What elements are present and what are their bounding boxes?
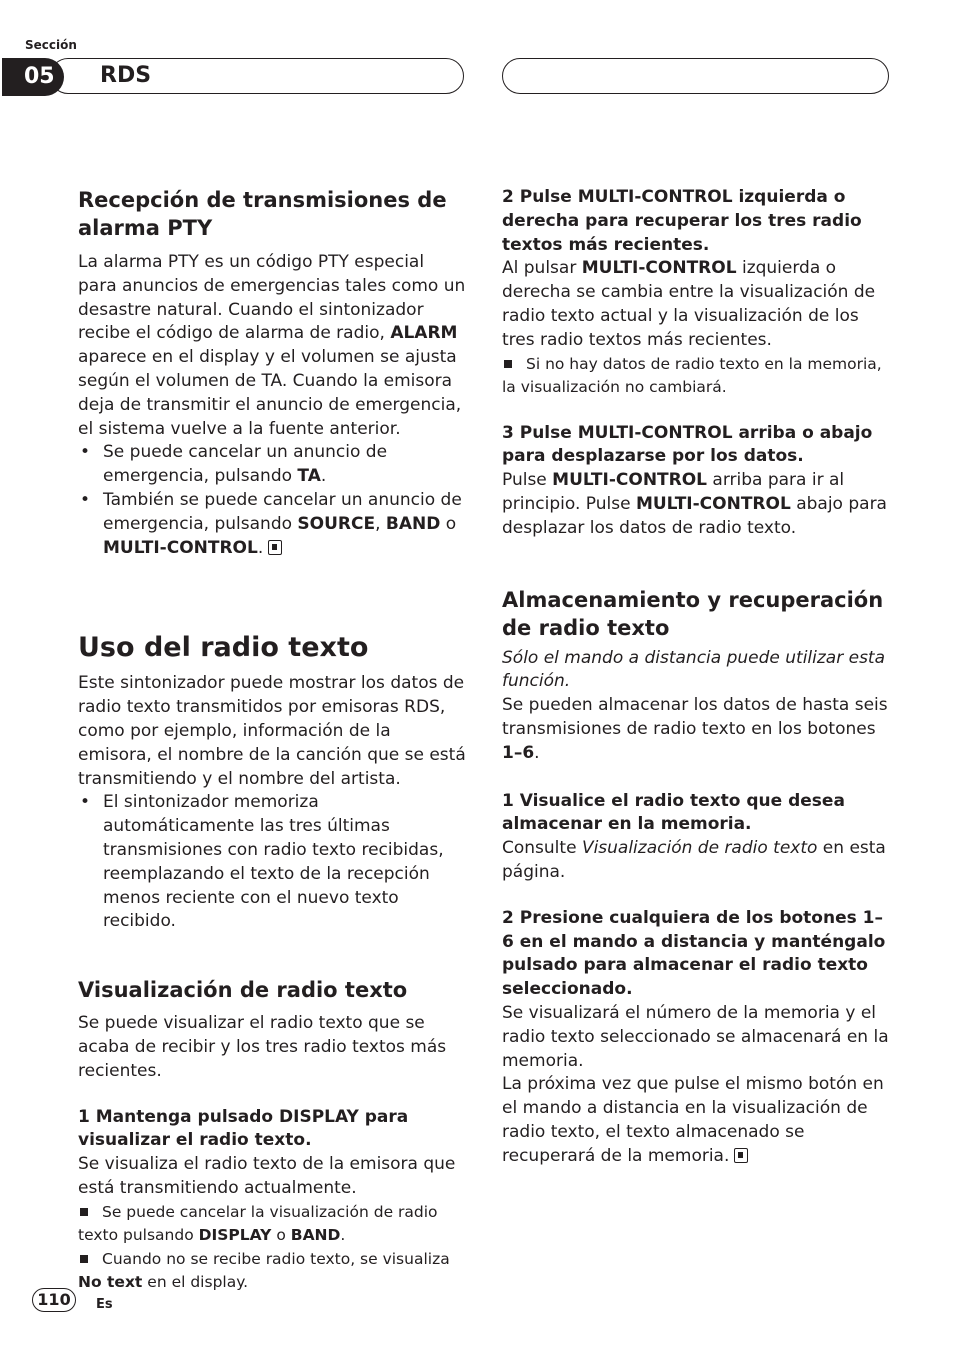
pty-text-1: La alarma PTY es un código PTY especial para anuncios de emergencias tales como un desastre natural. Cuando el sintonizador recibe el código de alarma de radio, bbox=[78, 252, 466, 344]
multi-control-keyword: MULTI-CONTROL bbox=[635, 493, 791, 514]
multi-control-keyword: MULTI-CONTROL bbox=[581, 258, 737, 279]
section-label: Sección bbox=[25, 38, 77, 52]
vis-note-1-text: Se puede cancelar la visualización de radio texto pulsando bbox=[78, 1202, 438, 1245]
multi-control-keyword: MULTI-CONTROL bbox=[552, 470, 708, 491]
step-3-text-b: arriba para ir al principio. Pulse bbox=[502, 470, 845, 514]
note-square-icon bbox=[80, 1255, 88, 1263]
end-of-section-icon bbox=[268, 540, 282, 555]
vis-note-1 bbox=[78, 1201, 466, 1248]
page-number: 110 bbox=[32, 1288, 76, 1312]
pty-bullet-2-comma: , bbox=[375, 513, 386, 534]
section-number: 05 bbox=[2, 58, 64, 96]
step-2-note-text: Si no hay datos de radio texto en la memoria, la visualización no cambiará. bbox=[502, 354, 882, 397]
vis-note-1-or: o bbox=[271, 1226, 291, 1245]
pty-bullet-1 bbox=[78, 441, 466, 489]
vis-paragraph: Se puede visualizar el radio texto que se acaba de recibir y los tres radio textos más recientes. bbox=[78, 1013, 447, 1081]
chapter-title: RDS bbox=[100, 63, 152, 88]
pty-bullet-1-end: . bbox=[320, 466, 327, 487]
heading-visualizacion: Visualización de radio texto bbox=[78, 978, 408, 1003]
step-3-text bbox=[502, 469, 890, 540]
step-2-note bbox=[502, 353, 890, 400]
source-keyword: SOURCE bbox=[297, 513, 376, 534]
vis-note-1-end: . bbox=[340, 1226, 346, 1245]
step-3: 3 Pulse MULTI-CONTROL arriba o abajo para desplazarse por los datos. bbox=[502, 422, 873, 467]
alm-text-a: Se pueden almacenar los datos de hasta seis transmisiones de radio texto en los botones bbox=[502, 695, 888, 739]
step-2: 2 Pulse MULTI-CONTROL izquierda o derecha para recuperar los tres radio textos más recientes. bbox=[502, 187, 862, 255]
no-text-keyword: No text bbox=[78, 1273, 143, 1292]
language-code: Es bbox=[96, 1297, 113, 1312]
pty-paragraph bbox=[78, 251, 466, 441]
blank-tab-frame bbox=[502, 58, 889, 94]
alm-step-2-text-2 bbox=[502, 1073, 890, 1168]
left-column bbox=[78, 186, 466, 1295]
uso-paragraph: Este sintonizador puede mostrar los datos de radio texto transmitidos por emisoras RDS, como por ejemplo, información de la emisora, el nombre de la canción que se está transmitiendo y el nombre del artista. bbox=[78, 673, 466, 789]
pty-bullet-2-or: o bbox=[440, 513, 457, 534]
alarm-keyword: ALARM bbox=[390, 323, 458, 344]
alm-step-1-text-a: Consulte bbox=[502, 838, 582, 859]
step-2-text-a: Al pulsar bbox=[502, 258, 582, 279]
step-3-text-c: abajo para desplazar los datos de radio texto. bbox=[502, 493, 887, 538]
heading-uso-radio-texto: Uso del radio texto bbox=[78, 632, 369, 664]
pty-bullet-2 bbox=[78, 489, 466, 560]
alm-step-1-text-b: en esta página. bbox=[502, 838, 886, 882]
band-keyword: BAND bbox=[385, 513, 441, 534]
right-column bbox=[502, 186, 890, 1169]
cross-reference: Visualización de radio texto bbox=[581, 838, 818, 859]
step-2-text-b: izquierda o derecha se cambia entre la visualización de radio texto actual y la visualización de los tres radio textos más recientes. bbox=[502, 258, 876, 350]
pty-bullet-2-end: . bbox=[257, 537, 264, 558]
alm-text-end: . bbox=[534, 742, 540, 763]
note-square-icon bbox=[80, 1208, 88, 1216]
step-2-text bbox=[502, 257, 890, 352]
alm-step-2-text-1: Se visualizará el número de la memoria y el radio texto seleccionado se almacenará en la memoria. bbox=[502, 1002, 889, 1071]
vis-step-1: 1 Mantenga pulsado DISPLAY para visualizar el radio texto. bbox=[78, 1106, 409, 1151]
pty-bullet-1-text: Se puede cancelar un anuncio de emergencia, pulsando bbox=[103, 442, 388, 487]
vis-note-2 bbox=[78, 1248, 466, 1295]
display-keyword: DISPLAY bbox=[198, 1226, 272, 1245]
vis-note-2-end: en el display. bbox=[142, 1273, 249, 1292]
alm-paragraph bbox=[502, 694, 890, 765]
heading-almacenamiento: Almacenamiento y recuperación de radio texto bbox=[502, 587, 884, 640]
pty-bullet-2-text: También se puede cancelar un anuncio de emergencia, pulsando bbox=[103, 489, 462, 534]
step-3-text-a: Pulse bbox=[502, 470, 553, 491]
multi-control-keyword: MULTI-CONTROL bbox=[103, 537, 258, 558]
alm-step-1: 1 Visualice el radio texto que desea almacenar en la memoria. bbox=[502, 790, 845, 835]
alm-step-2: 2 Presione cualquiera de los botones 1–6 en el mando a distancia y manténgalo pulsado para almacenar el radio texto seleccionado. bbox=[502, 907, 886, 1000]
band-keyword: BAND bbox=[290, 1226, 341, 1245]
alm-step-1-text bbox=[502, 837, 890, 885]
vis-step-1-text: Se visualiza el radio texto de la emisora que está transmitiendo actualmente. bbox=[78, 1154, 456, 1198]
alm-step-2-text-2-body: La próxima vez que pulse el mismo botón en el mando a distancia en la visualización de radio texto, el texto almacenado se recuperará de la memoria. bbox=[502, 1074, 884, 1166]
vis-note-2-text: Cuando no se recibe radio texto, se visualiza bbox=[102, 1249, 450, 1268]
buttons-1-6-keyword: 1–6 bbox=[502, 742, 535, 763]
pty-text-2: aparece en el display y el volumen se ajusta según el volumen de TA. Cuando la emisora deja de transmitir el anuncio de emergencia, el sistema vuelve a la fuente anterior. bbox=[78, 347, 462, 439]
note-square-icon bbox=[504, 360, 512, 368]
alm-remote-only-note: Sólo el mando a distancia puede utilizar esta función. bbox=[502, 647, 886, 692]
ta-keyword: TA bbox=[297, 466, 321, 487]
heading-pty-alarm: Recepción de transmisiones de alarma PTY bbox=[78, 188, 447, 240]
uso-bullet-1: • El sintonizador memoriza automáticamente las tres últimas transmisiones con radio texto recibidas, reemplazando el texto de la recepción menos reciente con el nuevo texto recibido. bbox=[78, 791, 466, 934]
end-of-section-icon bbox=[734, 1148, 748, 1163]
